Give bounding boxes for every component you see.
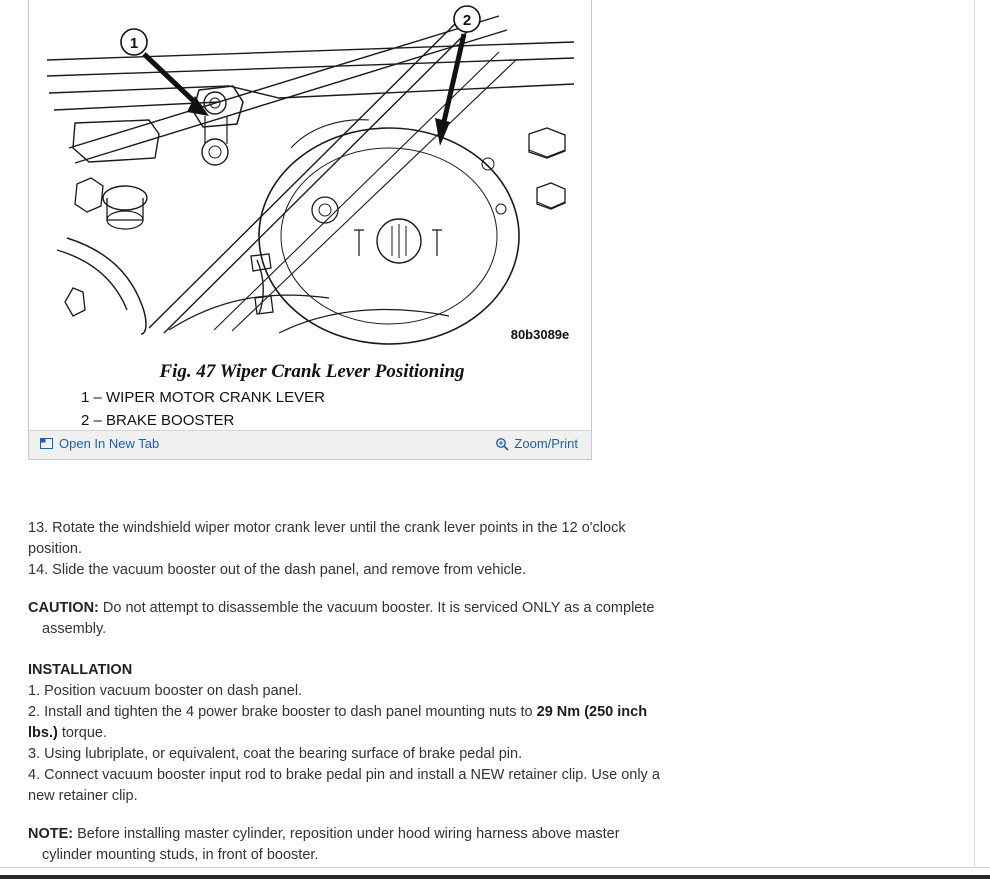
installation-heading: INSTALLATION: [28, 662, 133, 678]
figure-toolbar: [29, 430, 591, 459]
zoom-print-label: Zoom/Print: [514, 436, 578, 451]
caution-text: Do not attempt to disassemble the vacuum booster. It is serviced ONLY as a complete assembly.: [42, 600, 655, 637]
bottom-rule: [0, 875, 990, 879]
note-block: [28, 824, 668, 866]
zoom-print-button[interactable]: [495, 436, 578, 451]
note-label: NOTE:: [28, 826, 74, 842]
open-in-new-tab-button[interactable]: [40, 436, 159, 451]
figure-illustration: [29, 0, 591, 430]
svg-text:2: 2: [462, 12, 472, 29]
installation-step-4: 4. Connect vacuum booster input rod to brake pedal pin and install a NEW retainer clip. Use only a new retainer clip.: [28, 767, 660, 804]
installation-step-1: 1. Position vacuum booster on dash panel.: [28, 683, 303, 699]
magnifier-icon: [495, 437, 509, 451]
caution-label: CAUTION:: [28, 600, 99, 616]
removal-step-14: 14. Slide the vacuum booster out of the dash panel, and remove from vehicle.: [28, 562, 527, 578]
installation-step-3: 3. Using lubriplate, or equivalent, coat the bearing surface of brake pedal pin.: [28, 746, 523, 762]
installation-step-2-torque: 29 Nm (250 inch lbs.): [28, 704, 648, 741]
svg-text:1: 1: [129, 35, 139, 52]
removal-step-13: 13. Rotate the windshield wiper motor crank lever until the crank lever points in the 12 o'clock position.: [28, 520, 626, 557]
installation-step-2-prefix: 2. Install and tighten the 4 power brake booster to dash panel mounting nuts to: [28, 704, 537, 720]
open-in-new-tab-label: Open In New Tab: [59, 436, 160, 451]
installation-steps: [28, 681, 668, 807]
figure-caption-text: Fig. 47 Wiper Crank Lever Positioning: [159, 361, 465, 382]
installation-step-2: [28, 702, 668, 744]
figure-legend-1: 1 – WIPER MOTOR CRANK LEVER: [81, 389, 325, 406]
note-text: Before installing master cylinder, reposition under hood wiring harness above master cylinder mounting studs, in front of booster.: [42, 826, 620, 863]
figure-image-code: 80b3089e: [510, 327, 570, 342]
figure-legend-2: 2 – BRAKE BOOSTER: [81, 412, 235, 429]
installation-step-2-suffix: torque.: [57, 725, 107, 741]
figure-container: [28, 0, 592, 460]
bottom-bar: [0, 867, 990, 881]
open-in-new-tab-icon: [40, 437, 53, 450]
procedure-text: [28, 518, 668, 866]
caution-block: [28, 598, 668, 640]
